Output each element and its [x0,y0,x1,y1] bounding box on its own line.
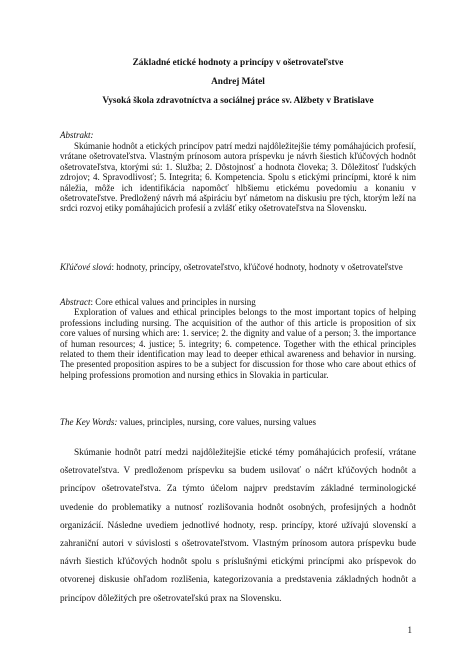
keywords-sk-label: Kľúčové slová [60,262,112,272]
abstract-en-heading [60,297,416,307]
abstract-en [60,297,416,380]
paper-author: Andrej Mátel [211,77,265,87]
abstract-sk-text-block [60,141,416,214]
keywords-en-label: The Key Words: [60,417,118,427]
abstract-sk-text: Skúmanie hodnôt a etických princípov patrí medzi najdôležitejšie témy pomáhajúcich profesií, vrátane ošetrovateľstva. Vlastným prínosom autora príspevku je návrh šiestich kľúčových hodnôt ošetrovateľstva, ktorými sú: 1. Služba; 2. Dôstojnosť a hodnota človeka; 3. Dôležitosť ľudských zdrojov; 4. Spravodlivosť; 5. Integrita; 6. Kompetencia. Spolu s etickými princípmi, ktoré k nim náležia, môže ich identifikácia napomôcť hlbšiemu etickému povedomiu a konaniu v ošetrovateľstve. Predložený návrh má ašpiráciu byť námetom na diskusiu pre tých, ktorým leží na srdci rozvoj etiky pomáhajúcich profesií a zvlášť etiky ošetrovateľstva na Slovensku. [60,141,416,214]
abstract-en-text: Exploration of values and ethical principles belongs to the most important topics of helping professions including nursing. The acquisition of the author of this article is proposition of six core values of nursing which are: 1. service; 2. the dignity and value of a person; 3. the importance of human resources; 4. justice; 5. integrity; 6. competence. Together with the ethical principles related to them their identification may lead to deeper ethical awareness and behavior in nursing. The presented proposition aspires to be a subject for discussion for those who care about ethics of helping professions promotion and nursing ethics in Slovakia in particular. [60,307,416,380]
body-paragraph: Skúmanie hodnôt patrí medzi najdôležitejšie etické témy pomáhajúcich profesií, vrátane ošetrovateľstva. V predloženom príspevku sa budem usilovať o náčrt kľúčových hodnôt a princípov ošetrovateľstva. Za týmto účelom najprv predstavím základné terminologické uvedenie do problematiky a nutnosť rozlišovania hodnôt osobných, profesijných a hodnôt organizácií. Následne uvediem jednotlivé hodnoty, resp. princípy, ktoré užívajú slovenskí a zahraniční autori v súvislosti s ošetrovateľstvom. Vlastným prínosom autora príspevku bude návrh šiestich kľúčových hodnôt spolu s príslušnými etickými princípmi ako príspevok do otvorenej diskusie ohľadom rozlišenia, kategorizovania a predstavenia základných hodnôt a princípov dôležitých pre ošetrovateľskú prax na Slovensku. [60,448,416,604]
abstract-sk-label: Abstrakt: [60,130,94,140]
keywords-sk [60,262,416,272]
keywords-en [60,417,416,427]
body-text [60,444,416,608]
page-number: 1 [407,625,412,635]
keywords-en-text: values, principles, nursing, core values, nursing values [117,417,317,427]
paper-title: Základné etické hodnoty a princípy v ošetrovateľstve [132,58,344,68]
paper-institution: Vysoká škola zdravotníctva a sociálnej práce sv. Alžbety v Bratislave [102,96,374,106]
keywords-sk-text: : hodnoty, princípy, ošetrovateľstvo, kľúčové hodnoty, hodnoty v ošetrovateľstve [111,262,403,272]
abstract-en-title: : Core ethical values and principles in nursing [90,297,256,307]
abstract-en-label: Abstract [60,297,91,307]
